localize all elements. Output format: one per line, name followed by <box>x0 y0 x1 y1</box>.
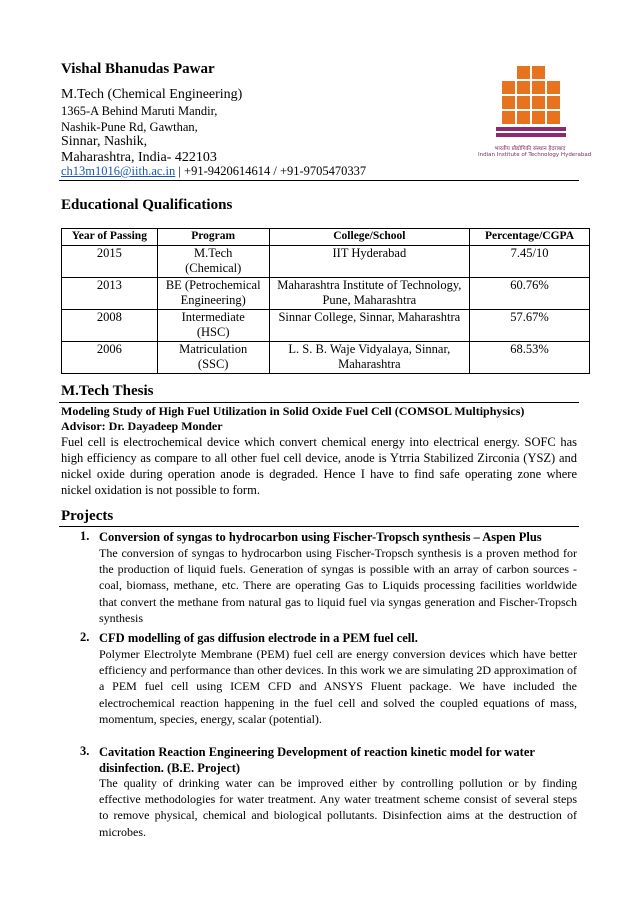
project-number: 1. <box>80 529 90 543</box>
project-title: Cavitation Reaction Engineering Development of reaction kinetic model for water disinfection. (B.E. Project) <box>99 745 535 775</box>
year-cell: 2013 <box>62 277 158 309</box>
college-cell: Sinnar College, Sinnar, Maharashtra <box>269 309 469 341</box>
header-divider <box>59 180 579 181</box>
logo-english-text: Indian Institute of Technology Hyderabad <box>478 152 592 158</box>
thesis-divider <box>59 402 579 403</box>
column-header: Year of Passing <box>62 229 158 246</box>
program-cell: BE (Petrochemical Engineering) <box>157 277 269 309</box>
project-description: The conversion of syngas to hydrocarbon using Fischer-Tropsch synthesis is a proven method for the production of liquid fuels. Generation of syngas is possible with an array of carbon sources - coal, biomass, methane, etc. There are operating Gas to Liquids processing facilities worldwide that convert the methane from natural gas to liquid fuel via syngas generation and Fischer-Tropsch synthesis <box>99 546 577 625</box>
table-row <box>62 309 590 341</box>
score-cell: 57.67% <box>470 309 590 341</box>
projects-heading: Projects <box>61 508 114 524</box>
education-heading: Educational Qualifications <box>61 197 233 213</box>
thesis-title: Modeling Study of High Fuel Utilization in Solid Oxide Fuel Cell (COMSOL Multiphysics) <box>61 404 525 418</box>
year-cell: 2006 <box>62 341 158 373</box>
college-cell: Maharashtra Institute of Technology, Pune, Maharashtra <box>269 277 469 309</box>
college-cell: IIT Hyderabad <box>269 245 469 277</box>
address-line-2: Nashik-Pune Rd, Gawthan, <box>61 120 198 134</box>
column-header: Percentage/CGPA <box>470 229 590 246</box>
thesis-description: Fuel cell is electrochemical device which convert chemical energy into electrical energy. SOFC has high efficiency as compare to all other fuel cell device, anode is Ytrria Stabilized Zirconia (YSZ) and nickel oxide during operation anode is degraded. Hence I have to find safe operating zone where nickel oxidation is not possible to form. <box>61 435 577 497</box>
year-cell: 2008 <box>62 309 158 341</box>
address-line-4: Maharashtra, India- 422103 <box>61 150 217 165</box>
score-cell: 7.45/10 <box>470 245 590 277</box>
logo-hindi-text: भारतीय प्रौद्योगिकी संस्थान हैदराबाद <box>494 146 566 152</box>
projects-divider <box>59 526 579 527</box>
phone-numbers: | +91-9420614614 / +91-9705470337 <box>175 164 367 178</box>
program-cell: Intermediate (HSC) <box>157 309 269 341</box>
table-row <box>62 277 590 309</box>
score-cell: 60.76% <box>470 277 590 309</box>
column-header: College/School <box>269 229 469 246</box>
project-description: The quality of drinking water can be improved either by controlling pollution or by finding effective methodologies for water treatment. Any water treatment scheme consist of several steps to remove physical, chemical and biological pollutants. Disinfection aims at the destruction of microbes. <box>99 776 577 839</box>
contact-line <box>61 164 366 179</box>
table-header-row <box>62 229 590 246</box>
column-header: Program <box>157 229 269 246</box>
project-number: 3. <box>80 744 90 758</box>
candidate-degree: M.Tech (Chemical Engineering) <box>61 87 243 102</box>
score-cell: 68.53% <box>470 341 590 373</box>
project-title: CFD modelling of gas diffusion electrode in a PEM fuel cell. <box>99 631 418 645</box>
thesis-advisor: Advisor: Dr. Dayadeep Monder <box>61 419 223 433</box>
thesis-heading: M.Tech Thesis <box>61 383 154 399</box>
year-cell: 2015 <box>62 245 158 277</box>
table-row <box>62 245 590 277</box>
education-table <box>61 228 590 374</box>
email-link[interactable]: ch13m1016@iith.ac.in <box>61 164 176 178</box>
project-title: Conversion of syngas to hydrocarbon using Fischer-Tropsch synthesis – Aspen Plus <box>99 530 542 544</box>
program-cell: M.Tech (Chemical) <box>157 245 269 277</box>
program-cell: Matriculation (SSC) <box>157 341 269 373</box>
project-number: 2. <box>80 630 90 644</box>
project-description: Polymer Electrolyte Membrane (PEM) fuel cell are energy conversion devices which have better efficiency and performance than other devices. In this work we are simulating 2D approximation of a PEM fuel cell using ICEM CFD and ANSYS Fluent package. We have included the electrochemical reaction happening in the fuel cell and solved the coupled equations of mass, momentum, species, energy, scalar (potential). <box>99 647 577 726</box>
table-row <box>62 341 590 373</box>
college-cell: L. S. B. Waje Vidyalaya, Sinnar, Maharashtra <box>269 341 469 373</box>
address-line-3: Sinnar, Nashik, <box>61 134 148 149</box>
address-line-1: 1365-A Behind Maruti Mandir, <box>61 104 218 118</box>
candidate-name: Vishal Bhanudas Pawar <box>61 61 215 77</box>
